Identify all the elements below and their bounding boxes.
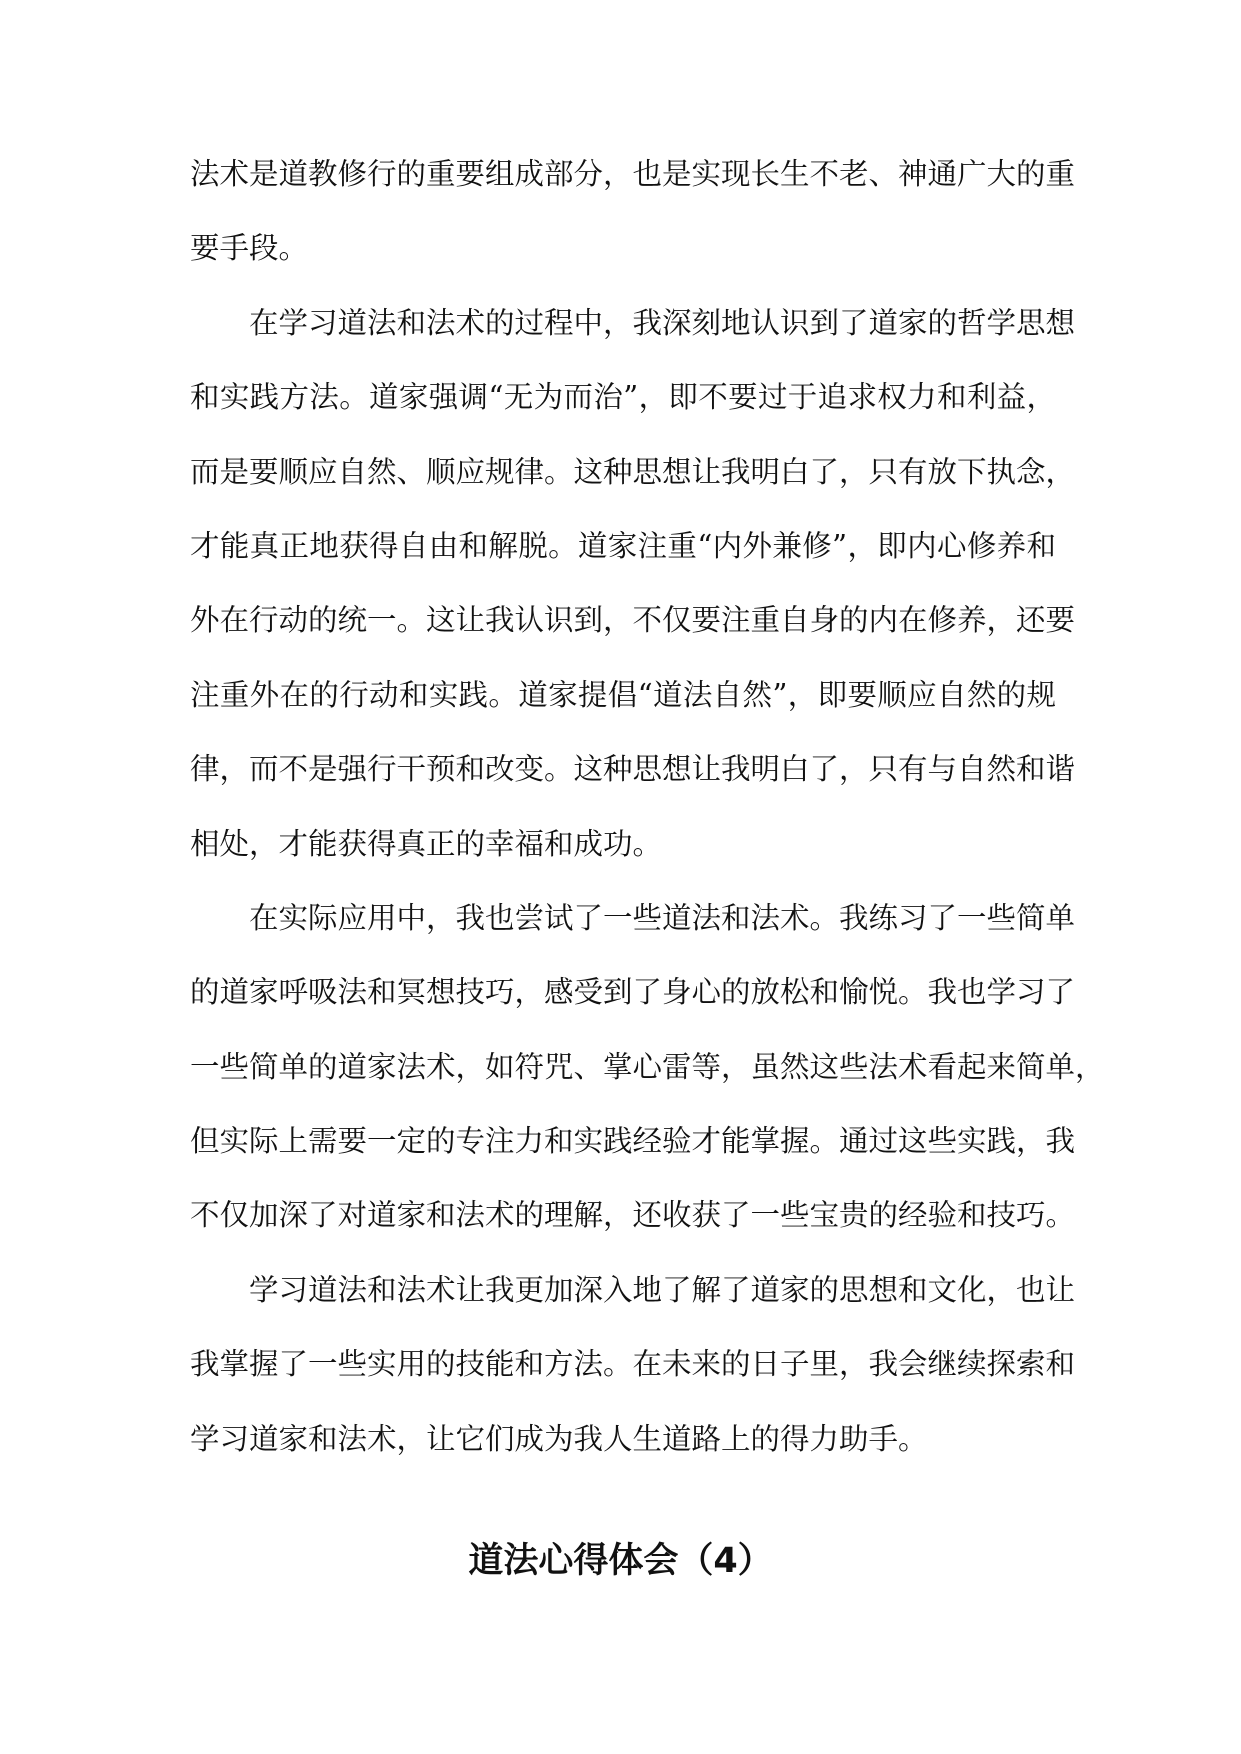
- paragraph-1: [190, 137, 1076, 286]
- text-line: 我掌握了一些实用的技能和方法。在未来的日子里，我会继续探索和: [190, 1347, 1076, 1382]
- text-line: 在学习道法和法术的过程中，我深刻地认识到了道家的哲学思想: [249, 305, 1076, 340]
- text-line: 学习道法和法术让我更加深入地了解了道家的思想和文化，也让: [249, 1272, 1076, 1307]
- text-line: 律，而不是强行干预和改变。这种思想让我明白了，只有与自然和谐: [190, 752, 1076, 787]
- text-line: 但实际上需要一定的专注力和实践经验才能掌握。通过这些实践，我: [190, 1124, 1076, 1159]
- text-line: 而是要顺应自然、顺应规律。这种思想让我明白了，只有放下执念，: [190, 454, 1076, 489]
- text-line: 在实际应用中，我也尝试了一些道法和法术。我练习了一些简单: [249, 900, 1076, 935]
- text-line: 注重外在的行动和实践。道家提倡“道法自然”，即要顺应自然的规: [190, 677, 1056, 712]
- text-line: 才能真正地获得自由和解脱。道家注重“内外兼修”，即内心修养和: [190, 528, 1056, 563]
- text-line: 相处，才能获得真正的幸福和成功。: [190, 826, 663, 861]
- text-line: 不仅加深了对道家和法术的理解，还收获了一些宝贵的经验和技巧。: [190, 1198, 1076, 1233]
- text-line: 一些简单的道家法术，如符咒、掌心雷等，虽然这些法术看起来简单，: [190, 1049, 1105, 1084]
- text-line: 学习道家和法术，让它们成为我人生道路上的得力助手。: [190, 1421, 928, 1456]
- text-line: 外在行动的统一。这让我认识到，不仅要注重自身的内在修养，还要: [190, 603, 1076, 638]
- paragraph-3: [190, 881, 1105, 1253]
- paragraph-2: [190, 286, 1076, 881]
- paragraph-4: [190, 1253, 1076, 1476]
- text-line: 法术是道教修行的重要组成部分，也是实现长生不老、神通广大的重: [190, 157, 1076, 191]
- text-line: 和实践方法。道家强调“无为而治”，即不要过于追求权力和利益，: [190, 380, 1056, 415]
- text-line: 要手段。: [190, 231, 309, 266]
- text-line: 的道家呼吸法和冥想技巧，感受到了身心的放松和愉悦。我也学习了: [190, 975, 1076, 1010]
- body-text: [190, 137, 1105, 1476]
- section-heading: 道法心得体会（4）: [468, 1541, 773, 1581]
